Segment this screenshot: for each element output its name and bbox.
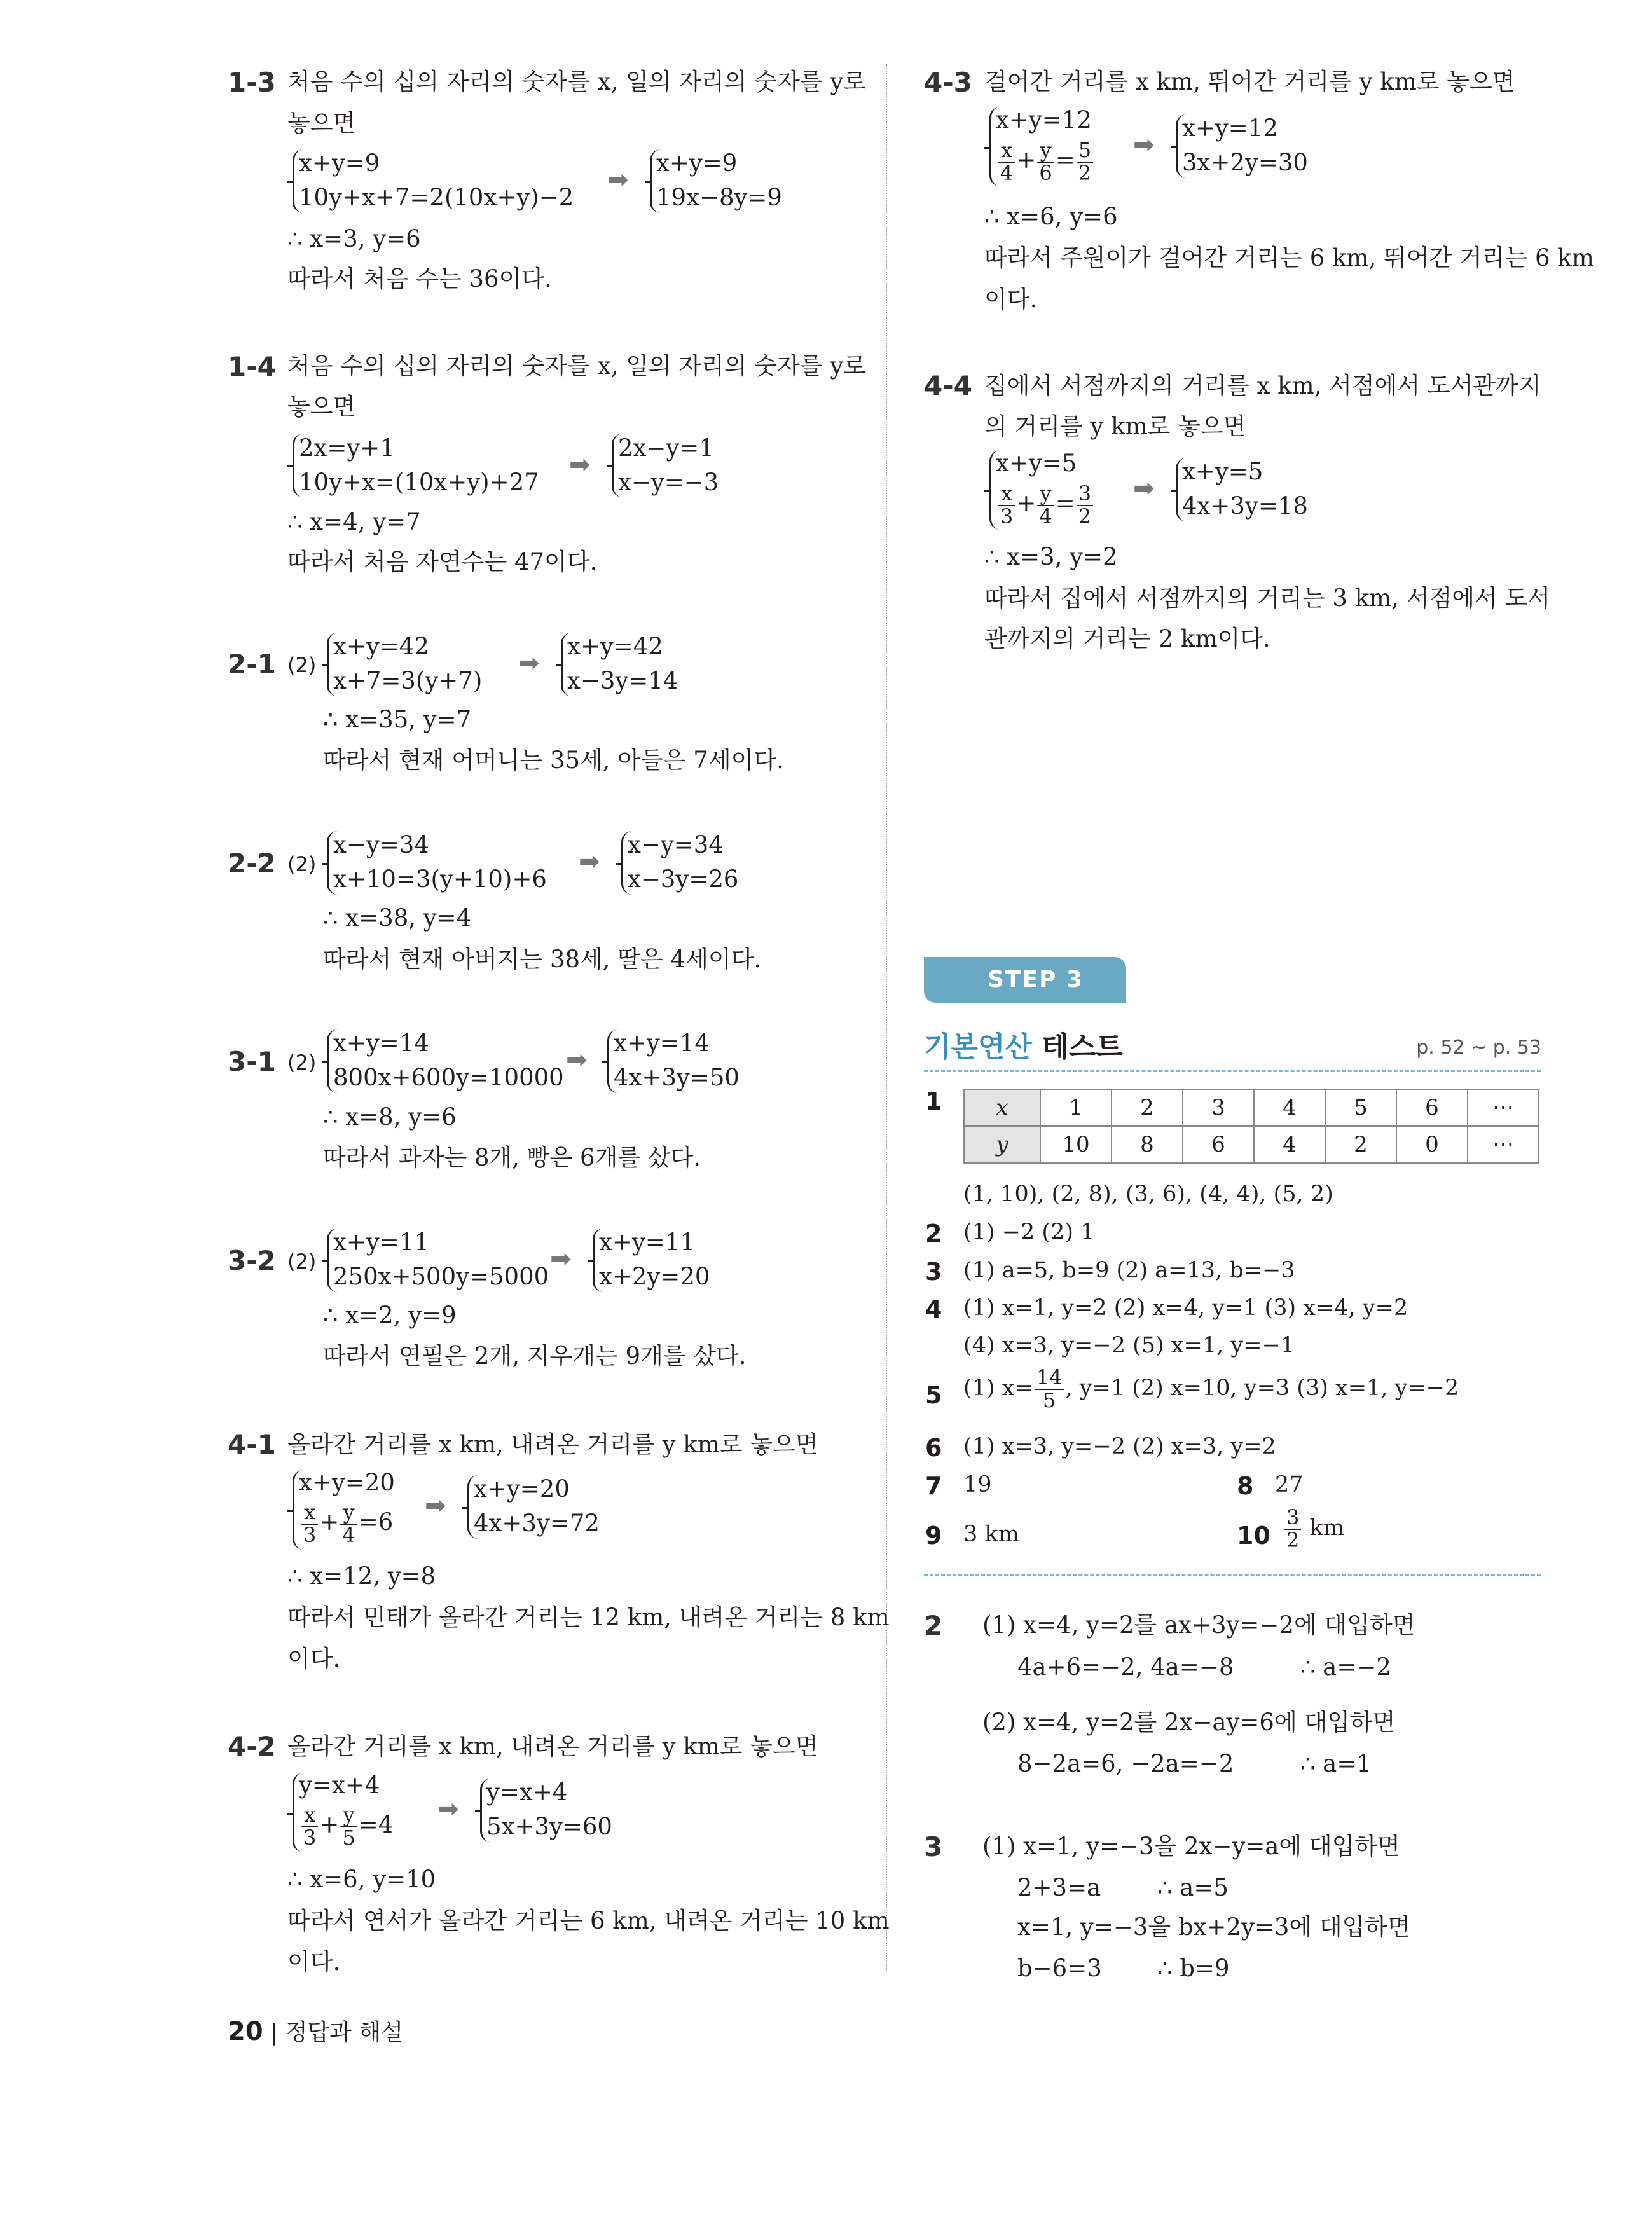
- equation: x+y=11: [333, 1229, 429, 1256]
- equation: x+y=5: [996, 450, 1077, 477]
- problem-text: 처음 수의 십의 자리의 숫자를 x, 일의 자리의 숫자를 y로: [287, 68, 866, 95]
- problem-number: 4-2: [228, 1731, 276, 1762]
- equation: x+2y=20: [599, 1263, 710, 1290]
- explanation-text: 4a+6=−2, 4a=−8: [1017, 1653, 1234, 1681]
- problem-text: 집에서 서점까지의 거리를 x km, 서점에서 도서관까지: [984, 372, 1541, 399]
- equation: 5x+3y=60: [486, 1813, 612, 1840]
- denominator: 5: [1042, 1387, 1056, 1412]
- equation: x+10=3(y+10)+6: [333, 865, 547, 893]
- answer-text: [1283, 1507, 1344, 1551]
- conclusion: 따라서 주원이가 걸어간 거리는 6 km, 뛰어간 거리는 6 km: [984, 244, 1594, 272]
- equation: 4x+3y=50: [614, 1064, 740, 1091]
- answer-text: (1) a=5, b=9 (2) a=13, b=−3: [963, 1258, 1295, 1283]
- answer-number: 6: [925, 1434, 942, 1462]
- denominator: 5: [342, 1825, 355, 1850]
- conclusion: 따라서 처음 자연수는 47이다.: [287, 548, 598, 575]
- problem-number: 3-2: [228, 1245, 276, 1276]
- explanation-text: ∴ a=5: [1157, 1874, 1229, 1901]
- explanation-number: 3: [924, 1831, 943, 1862]
- table-cell: 2: [1112, 1089, 1183, 1126]
- answer-text: 27: [1275, 1472, 1304, 1497]
- footer-label: 정답과 해설: [285, 2020, 404, 2046]
- numerator: y: [1037, 140, 1054, 163]
- table-cell: ⋯: [1468, 1089, 1539, 1126]
- conclusion: 따라서 현재 어머니는 35세, 아들은 7세이다.: [323, 747, 784, 774]
- numerator: x: [998, 483, 1015, 506]
- solution: ∴ x=35, y=7: [323, 706, 472, 733]
- unit: km: [1309, 1515, 1344, 1541]
- equation: y=x+4: [486, 1779, 568, 1806]
- problem-number: 1-4: [228, 351, 276, 382]
- equation: x+y=5: [1182, 458, 1263, 485]
- numerator: x: [998, 140, 1015, 163]
- equals: =: [1055, 490, 1075, 518]
- answer-number: 9: [925, 1522, 942, 1550]
- problem-number: 1-3: [228, 67, 276, 98]
- denominator: 4: [1000, 160, 1014, 185]
- arrow-right-icon: ➡: [607, 165, 629, 195]
- equals: =: [1055, 146, 1075, 174]
- conclusion: 따라서 집에서 서점까지의 거리는 3 km, 서점에서 도서: [984, 584, 1550, 612]
- explanation-text: x=1, y=−3을 bx+2y=3에 대입하면: [1017, 1913, 1410, 1941]
- arrow-right-icon: ➡: [579, 847, 600, 876]
- arrow-right-icon: ➡: [425, 1491, 446, 1520]
- problem-text: 올라간 거리를 x km, 내려온 거리를 y km로 놓으면: [287, 1733, 818, 1760]
- section-title-accent: 기본연산: [924, 1031, 1033, 1063]
- equation: x+y=9: [299, 149, 380, 177]
- answer-pre: (1) x=: [963, 1375, 1033, 1401]
- problem-number: 4-3: [924, 67, 972, 98]
- equation-fraction: $\frac{x}{4}$ + $\frac{y}{6}$ = $\frac{5}{2}$: [997, 140, 1094, 184]
- solution: ∴ x=2, y=9: [323, 1302, 457, 1329]
- denominator: 3: [1000, 504, 1014, 528]
- table-row: [964, 1089, 1539, 1126]
- equation: 19x−8y=9: [656, 184, 782, 211]
- conclusion: 따라서 현재 아버지는 38세, 딸은 4세이다.: [323, 946, 762, 973]
- equation: 3x+2y=30: [1182, 149, 1308, 176]
- answer-text: [963, 1367, 1459, 1411]
- answer-text: 3 km: [963, 1522, 1019, 1547]
- table-cell: 1: [1040, 1089, 1112, 1126]
- equation: x−y=34: [628, 831, 724, 858]
- solution: ∴ x=4, y=7: [287, 508, 421, 535]
- equation: 4x+3y=72: [474, 1510, 600, 1537]
- answer-text: (1) −2 (2) 1: [963, 1220, 1095, 1245]
- solution: ∴ x=8, y=6: [323, 1103, 457, 1131]
- answer-number: 10: [1237, 1522, 1270, 1550]
- problem-text: 처음 수의 십의 자리의 숫자를 x, 일의 자리의 숫자를 y로: [287, 352, 866, 380]
- section-title-rest: 테스트: [1042, 1031, 1123, 1063]
- denominator: 3: [303, 1522, 317, 1547]
- equation-rest: =6: [358, 1508, 394, 1536]
- answer-number: 7: [925, 1472, 942, 1500]
- step-badge: STEP 3: [924, 957, 1126, 1003]
- numerator: 5: [1077, 140, 1093, 163]
- conclusion: 따라서 민태가 올라간 거리는 12 km, 내려온 거리는 8 km: [287, 1604, 890, 1631]
- arrow-right-icon: ➡: [1133, 474, 1155, 503]
- table-cell: 2: [1325, 1126, 1396, 1163]
- equation: y=x+4: [299, 1772, 380, 1799]
- table-cell: ⋯: [1468, 1126, 1539, 1163]
- sub-label: (2): [287, 653, 317, 677]
- solution: ∴ x=12, y=8: [287, 1562, 436, 1590]
- problem-number: 3-1: [228, 1046, 276, 1077]
- equation: 4x+3y=18: [1182, 492, 1308, 520]
- denominator: 2: [1286, 1527, 1300, 1552]
- problem-text: 올라간 거리를 x km, 내려온 거리를 y km로 놓으면: [287, 1431, 818, 1458]
- solution: ∴ x=3, y=2: [984, 543, 1118, 570]
- equation: x+y=14: [333, 1029, 429, 1057]
- table-cell: 5: [1325, 1089, 1396, 1126]
- solution: ∴ x=6, y=6: [984, 203, 1118, 230]
- explanation-text: b−6=3: [1017, 1955, 1102, 1982]
- arrow-right-icon: ➡: [550, 1244, 572, 1274]
- answer-number: 8: [1237, 1472, 1254, 1500]
- page-range: p. 52 ~ p. 53: [1416, 1036, 1541, 1059]
- numerator: y: [1037, 483, 1054, 506]
- equation: 10y+x=(10x+y)+27: [299, 469, 539, 496]
- equation: x−y=−3: [618, 469, 719, 496]
- denominator: 6: [1039, 160, 1052, 185]
- equation: x−3y=26: [628, 865, 739, 893]
- numerator: 14: [1035, 1367, 1064, 1390]
- table-cell: 0: [1396, 1126, 1468, 1163]
- equation: x+y=12: [1182, 114, 1278, 142]
- page-number: 20: [228, 2017, 263, 2046]
- answer-text: (4) x=3, y=−2 (5) x=1, y=−1: [963, 1333, 1295, 1358]
- denominator: 4: [1039, 504, 1052, 528]
- column-divider: [886, 64, 887, 1971]
- numerator: y: [340, 1805, 357, 1827]
- equation: x+y=11: [599, 1229, 695, 1256]
- denominator: 4: [342, 1522, 355, 1547]
- problem-text: 놓으면: [287, 393, 356, 420]
- arrow-right-icon: ➡: [569, 450, 591, 479]
- answer-number: 3: [925, 1258, 942, 1286]
- numerator: x: [301, 1502, 318, 1525]
- equation-fraction: $\frac{x}{3}$ + $\frac{y}{5}$ =4: [300, 1805, 393, 1848]
- table-cell: 6: [1183, 1126, 1254, 1163]
- answer-number: 1: [925, 1087, 942, 1115]
- equation: x+y=14: [614, 1029, 710, 1057]
- explanation-text: ∴ a=−2: [1300, 1653, 1391, 1681]
- xy-table: [963, 1089, 1539, 1164]
- problem-number: 2-2: [228, 848, 276, 879]
- sub-label: (2): [287, 1249, 317, 1274]
- problem-text: 놓으면: [287, 109, 356, 137]
- conclusion: 이다.: [984, 286, 1038, 313]
- section-title: [924, 1024, 1123, 1064]
- explanation-number: 2: [924, 1610, 943, 1641]
- table-cell: 4: [1254, 1089, 1325, 1126]
- dashed-divider: [924, 1070, 1541, 1072]
- equation: 800x+600y=10000: [333, 1064, 564, 1091]
- conclusion: 따라서 연서가 올라간 거리는 6 km, 내려온 거리는 10 km: [287, 1907, 890, 1934]
- conclusion: 관까지의 거리는 2 km이다.: [984, 625, 1270, 652]
- table-header-x: x: [964, 1089, 1040, 1126]
- equation: x+y=42: [333, 633, 429, 660]
- answer-number: 5: [925, 1381, 942, 1409]
- equation-rest: =4: [358, 1811, 394, 1839]
- sub-label: (2): [287, 852, 317, 876]
- equation: x+y=12: [996, 106, 1092, 134]
- table-row: [964, 1126, 1539, 1163]
- arrow-right-icon: ➡: [518, 649, 540, 678]
- explanation-text: ∴ b=9: [1157, 1955, 1230, 1982]
- equation: x−3y=14: [567, 667, 678, 694]
- table-cell: 3: [1183, 1089, 1254, 1126]
- equation: x−y=34: [333, 831, 429, 858]
- equation: x+y=42: [567, 633, 663, 660]
- equation-fraction: $\frac{x}{3}$ + $\frac{y}{4}$ =6: [300, 1502, 393, 1546]
- page-footer: [228, 2014, 403, 2047]
- explanation-text: 2+3=a: [1017, 1874, 1101, 1901]
- solution: ∴ x=38, y=4: [323, 904, 472, 932]
- problem-number: 2-1: [228, 649, 276, 680]
- solution: ∴ x=3, y=6: [287, 225, 421, 252]
- answer-text: 19: [963, 1472, 992, 1497]
- answer-number: 2: [925, 1220, 942, 1248]
- answer-post: , y=1 (2) x=10, y=3 (3) x=1, y=−2: [1065, 1375, 1459, 1401]
- equation: 10y+x+7=2(10x+y)−2: [299, 184, 574, 211]
- arrow-right-icon: ➡: [1133, 130, 1155, 160]
- numerator: 3: [1284, 1507, 1301, 1530]
- numerator: x: [301, 1805, 318, 1827]
- explanation-text: ∴ a=1: [1300, 1750, 1372, 1777]
- denominator: 2: [1078, 504, 1092, 528]
- table-cell: 4: [1254, 1126, 1325, 1163]
- problem-text: 의 거리를 y km로 놓으면: [984, 413, 1246, 440]
- solution: ∴ x=6, y=10: [287, 1866, 436, 1893]
- table-cell: 6: [1396, 1089, 1468, 1126]
- explanation-text: (2) x=4, y=2를 2x−ay=6에 대입하면: [982, 1709, 1396, 1736]
- problem-number: 4-4: [924, 370, 972, 401]
- sub-label: (2): [287, 1050, 317, 1075]
- equation: x+y=20: [474, 1475, 570, 1503]
- conclusion: 따라서 과자는 8개, 빵은 6개를 샀다.: [323, 1144, 701, 1171]
- conclusion: 이다.: [287, 1645, 341, 1672]
- explanation-text: (1) x=4, y=2를 ax+3y=−2에 대입하면: [982, 1611, 1415, 1639]
- equation: 2x−y=1: [618, 434, 714, 462]
- conclusion: 따라서 연필은 2개, 지우개는 9개를 샀다.: [323, 1342, 747, 1370]
- answer-text: (1) x=1, y=2 (2) x=4, y=1 (3) x=4, y=2: [963, 1295, 1408, 1321]
- answer-text: (1) x=3, y=−2 (2) x=3, y=2: [963, 1434, 1276, 1459]
- numerator: 3: [1077, 483, 1093, 506]
- answer-number: 4: [925, 1295, 942, 1323]
- arrow-right-icon: ➡: [437, 1794, 459, 1824]
- table-cell: 10: [1040, 1126, 1112, 1163]
- conclusion: 이다.: [287, 1948, 341, 1976]
- denominator: 2: [1078, 160, 1092, 185]
- dashed-divider: [924, 1574, 1541, 1576]
- equation: 250x+500y=5000: [333, 1263, 549, 1290]
- equation: x+y=9: [656, 149, 738, 177]
- equation: 2x=y+1: [299, 434, 395, 462]
- answer-text: (1, 10), (2, 8), (3, 6), (4, 4), (5, 2): [963, 1181, 1333, 1207]
- table-header-y: y: [964, 1126, 1040, 1163]
- equation: x+7=3(y+7): [333, 667, 483, 694]
- numerator: y: [340, 1502, 357, 1525]
- arrow-right-icon: ➡: [566, 1045, 588, 1075]
- explanation-text: 8−2a=6, −2a=−2: [1017, 1750, 1234, 1777]
- equation: x+y=20: [299, 1469, 395, 1496]
- equation-fraction: $\frac{x}{3}$ + $\frac{y}{4}$ = $\frac{3}{2}$: [997, 483, 1094, 527]
- footer-separator: |: [270, 2020, 279, 2046]
- problem-number: 4-1: [228, 1429, 276, 1460]
- denominator: 3: [303, 1825, 317, 1850]
- table-cell: 8: [1112, 1126, 1183, 1163]
- conclusion: 따라서 처음 수는 36이다.: [287, 265, 552, 293]
- explanation-text: (1) x=1, y=−3을 2x−y=a에 대입하면: [982, 1833, 1400, 1860]
- problem-text: 걸어간 거리를 x km, 뛰어간 거리를 y km로 놓으면: [984, 68, 1515, 95]
